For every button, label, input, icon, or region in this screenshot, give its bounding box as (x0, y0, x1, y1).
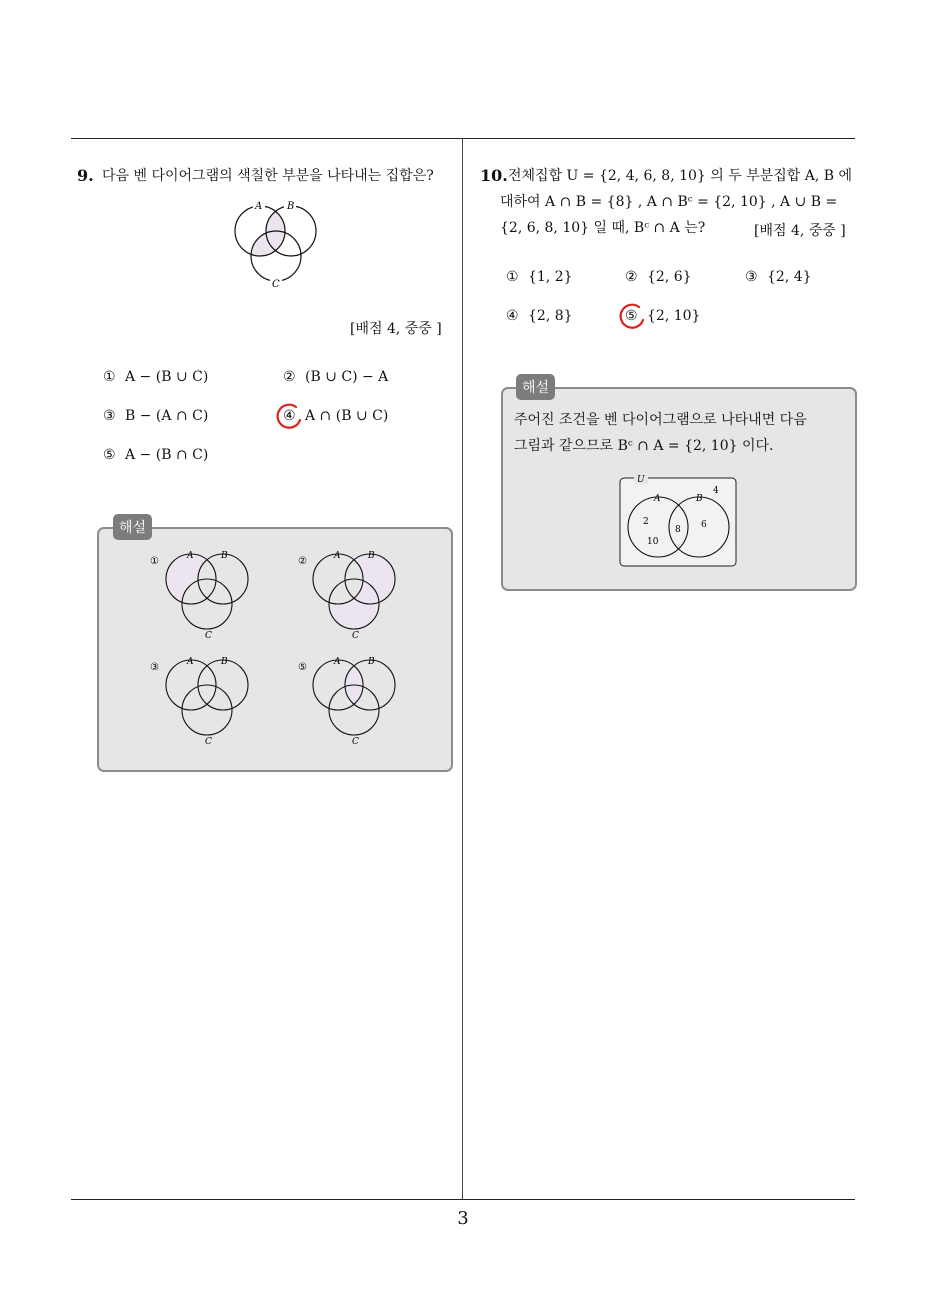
q10-solution-line2: 그림과 같으므로 Bᶜ ∩ A = {2, 10} 이다. (514, 438, 774, 454)
q10-solution-line1: 주어진 조건을 벤 다이어그램으로 나타내면 다음 (514, 412, 807, 428)
q9-choice-2[interactable]: ② (B ∪ C) − A (283, 369, 389, 385)
q10-choice-4[interactable]: ④ {2, 8} (506, 308, 573, 324)
svg-text:B: B (696, 494, 703, 504)
svg-text:6: 6 (701, 520, 707, 530)
svg-text:A: A (187, 657, 194, 667)
q10-answer-circle-mark (617, 302, 647, 332)
q10-choice-3[interactable]: ③ {2, 4} (745, 269, 812, 285)
q10-solution-tag: 해설 (516, 374, 555, 400)
q9-venn-diagram (226, 195, 328, 291)
svg-text:A: A (654, 494, 661, 504)
sol-mark-5: ⑤ (298, 662, 307, 673)
sol-mark-1: ① (150, 556, 159, 567)
svg-text:C: C (352, 631, 359, 641)
svg-text:B: B (368, 551, 375, 561)
bottom-rule (71, 1199, 855, 1200)
q9-meta: [배점 4, 중중 ] (350, 321, 442, 337)
q9-number: 9. (77, 166, 94, 185)
svg-text:C: C (205, 631, 212, 641)
svg-text:C: C (205, 737, 212, 747)
svg-text:4: 4 (713, 486, 719, 496)
q9-solution-tag: 해설 (113, 514, 152, 540)
q9-solution-diagrams (148, 546, 418, 756)
q9-venn-label-c: C (272, 279, 280, 290)
svg-text:A: A (334, 551, 341, 561)
q9-choice-4[interactable]: ④ A ∩ (B ∪ C) (283, 408, 389, 424)
svg-text:8: 8 (675, 525, 681, 535)
svg-text:B: B (221, 551, 228, 561)
column-divider (462, 139, 463, 1200)
svg-text:B: B (368, 657, 375, 667)
svg-text:C: C (352, 737, 359, 747)
q9-text: 다음 벤 다이어그램의 색칠한 부분을 나타내는 집합은? (102, 168, 434, 184)
q9-answer-circle-mark (274, 402, 304, 432)
svg-text:2: 2 (643, 517, 649, 527)
sol-mark-3: ③ (150, 662, 159, 673)
q10-choice-1[interactable]: ① {1, 2} (506, 269, 573, 285)
q10-line1: 전체집합 U = {2, 4, 6, 8, 10} 의 두 부분집합 A, B 에 (508, 168, 853, 184)
q10-line2: 대하여 A ∩ B = {8} , A ∩ Bᶜ = {2, 10} , A ∪ B = (500, 194, 838, 210)
q9-choice-1[interactable]: ① A − (B ∪ C) (103, 369, 209, 385)
svg-text:B: B (221, 657, 228, 667)
q9-choice-5[interactable]: ⑤ A − (B ∩ C) (103, 447, 209, 463)
svg-text:A: A (334, 657, 341, 667)
q10-choice-2[interactable]: ② {2, 6} (625, 269, 692, 285)
top-rule (71, 138, 855, 139)
svg-text:U: U (637, 475, 645, 485)
page-number: 3 (457, 1208, 469, 1229)
q10-line3: {2, 6, 8, 10} 일 때, Bᶜ ∩ A 는? (500, 220, 706, 236)
q10-number: 10. (480, 166, 508, 185)
sol-mark-2: ② (298, 556, 307, 567)
q9-venn-label-b: B (287, 201, 295, 212)
svg-text:10: 10 (647, 537, 659, 547)
q10-choice-5[interactable]: ⑤ {2, 10} (625, 308, 701, 324)
q9-venn-label-a: A (255, 201, 263, 212)
svg-text:A: A (187, 551, 194, 561)
q10-solution-venn (617, 472, 741, 570)
q9-choice-3[interactable]: ③ B − (A ∩ C) (103, 408, 209, 424)
q10-meta: [배점 4, 중중 ] (754, 223, 846, 239)
